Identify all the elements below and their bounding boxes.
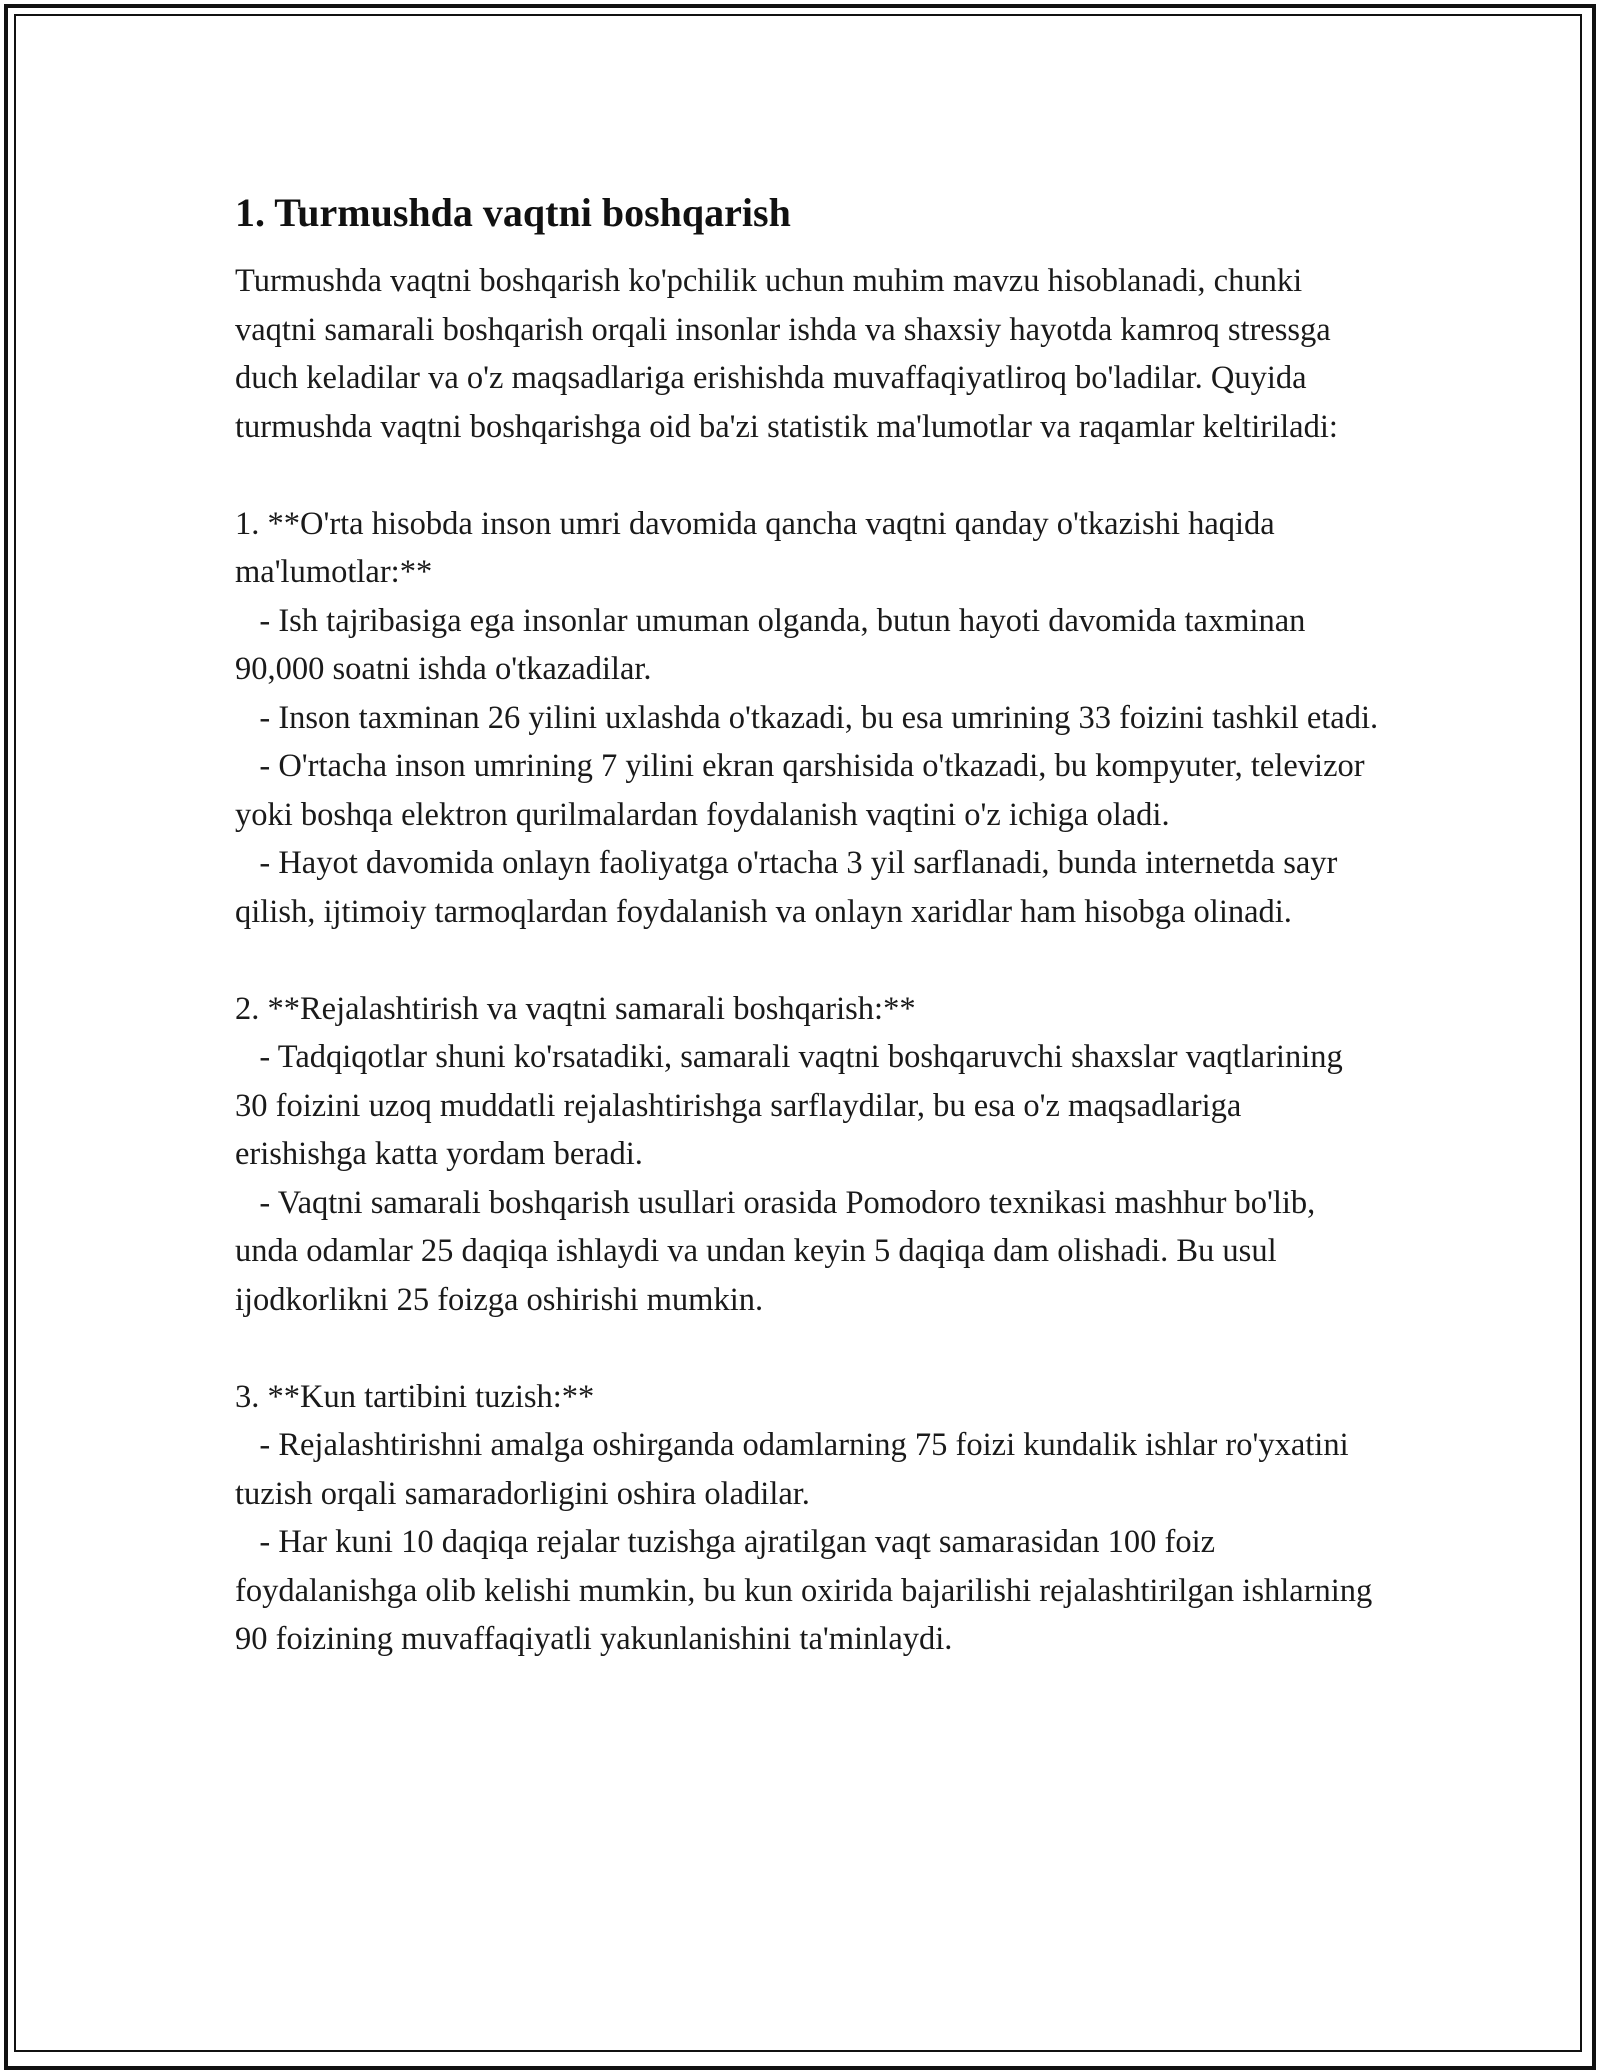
section-heading: 2. **Rejalashtirish va vaqtni samarali boshqarish:** [235, 990, 916, 1027]
list-item: - O'rtacha inson umrining 7 yilini ekran qarshisida o'tkazadi, bu kompyuter, televizor yoki boshqa elektron qurilmalardan foydalanish vaqtini o'z ichiga oladi. [235, 748, 1373, 833]
document-body [235, 185, 1380, 1664]
document-title: 1. Turmushda vaqtni boshqarish [235, 190, 791, 235]
section-1 [235, 500, 1380, 937]
list-item: - Inson taxminan 26 yilini uxlashda o'tkazadi, bu esa umrining 33 foizini tashkil etadi. [235, 699, 1379, 736]
list-item: - Hayot davomida onlayn faoliyatga o'rtacha 3 yil sarflanadi, bunda internetda sayr qilish, ijtimoiy tarmoqlardan foydalanish va onlayn xaridlar ham hisobga olinadi. [235, 845, 1346, 930]
section-heading: 1. **O'rta hisobda inson umri davomida qancha vaqtni qanday o'tkazishi haqida ma'lumotlar:** [235, 505, 1283, 590]
list-item: - Ish tajribasiga ega insonlar umuman olganda, butun hayoti davomida taxminan 90,000 soatni ishda o'tkazadilar. [235, 602, 1314, 687]
section-2 [235, 985, 1380, 1325]
paragraph-gap [235, 1324, 1380, 1373]
list-item: - Har kuni 10 daqiqa rejalar tuzishga ajratilgan vaqt samarasidan 100 foiz foydalanishga olib kelishi mumkin, bu kun oxirida bajarilishi rejalashtirilgan ishlarning 90 foizining muvaffaqiyatli yakunlanishini ta'minlaydi. [235, 1524, 1381, 1657]
section-3 [235, 1373, 1380, 1664]
paragraph-gap [235, 936, 1380, 985]
list-item: - Tadqiqotlar shuni ko'rsatadiki, samarali vaqtni boshqaruvchi shaxslar vaqtlarining 30 foizini uzoq muddatli rejalashtirishga sarflaydilar, bu esa o'z maqsadlariga erishishga katta yordam beradi. [235, 1039, 1351, 1172]
paragraph-gap [235, 451, 1380, 500]
list-item: - Rejalashtirishni amalga oshirganda odamlarning 75 foizi kundalik ishlar ro'yxatini tuzish orqali samaradorligini oshira oladilar. [235, 1427, 1357, 1512]
intro-paragraph: Turmushda vaqtni boshqarish ko'pchilik uchun muhim mavzu hisoblanadi, chunki vaqtni samarali boshqarish orqali insonlar ishda va shaxsiy hayotda kamroq stressga duch keladilar va o'z maqsadlariga erishishda muvaffaqiyatliroq bo'ladilar. Quyida turmushda vaqtni boshqarishga oid ba'zi statistik ma'lumotlar va raqamlar keltiriladi: [235, 263, 1339, 445]
section-heading: 3. **Kun tartibini tuzish:** [235, 1378, 595, 1415]
list-item: - Vaqtni samarali boshqarish usullari orasida Pomodoro texnikasi mashhur bo'lib, unda odamlar 25 daqiqa ishlaydi va undan keyin 5 daqiqa dam olishadi. Bu usul ijodkorlikni 25 foizga oshirishi mumkin. [235, 1184, 1324, 1318]
